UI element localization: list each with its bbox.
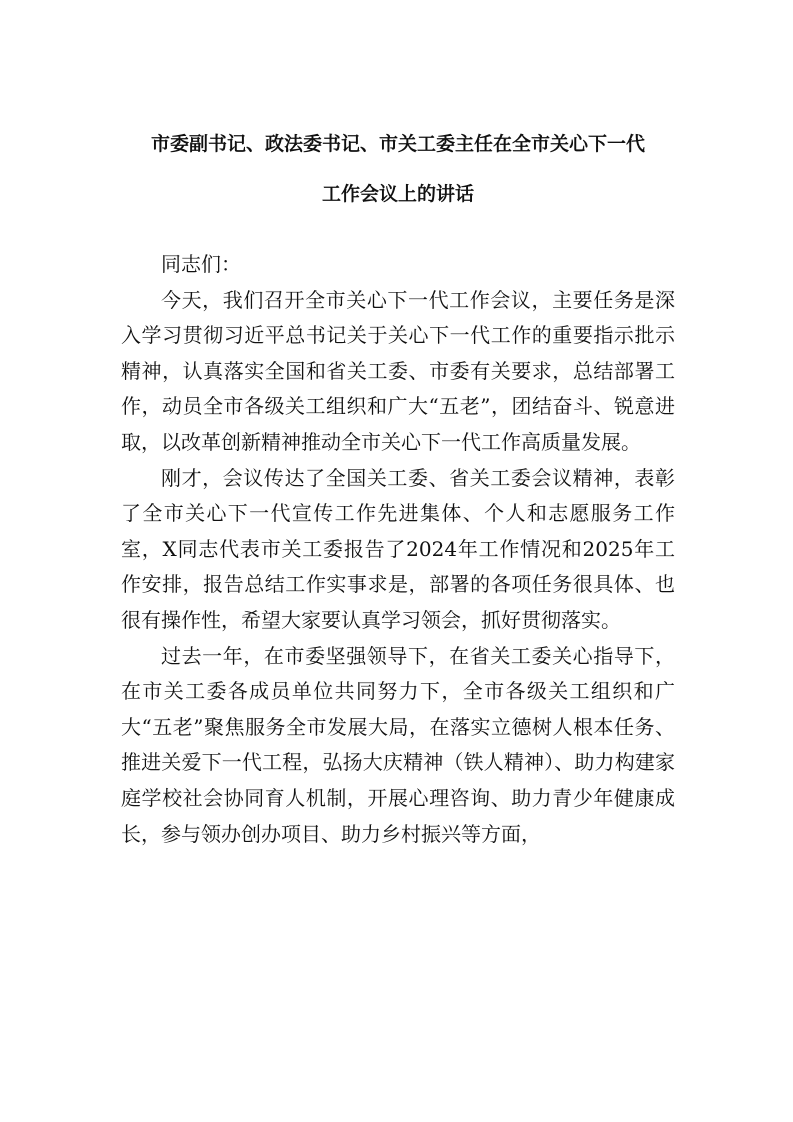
paragraph-3: 过去一年，在市委坚强领导下，在省关工委关心指导下，在市关工委各成员单位共同努力下，全市各级关工组织和广大“五老”聚焦服务全市发展大局，在落实立德树人根本任务、推进关爱下一代工程，弘扬大庆精神（铁人精神）、助力构建家庭学校社会协同育人机制，开展心理咨询、助力青少年健康成长，参与领办创办项目、助力乡村振兴等方面， [121,643,675,846]
salutation: 同志们： [161,252,241,276]
paragraph-2: 刚才，会议传达了全国关工委、省关工委会议精神，表彰了全市关心下一代宣传工作先进集体、个人和志愿服务工作室，X同志代表市关工委报告了2024年工作情况和2025年工作安排，报告总结工作实事求是，部署的各项任务很具体、也很有操作性，希望大家要认真学习领会，抓好贯彻落实。 [121,465,675,632]
document-title-line-2: 工作会议上的讲话 [321,183,474,205]
document-title-line-1: 市委副书记、政法委书记、市关工委主任在全市关心下一代 [150,133,645,155]
paragraph-1: 今天，我们召开全市关心下一代工作会议，主要任务是深入学习贯彻习近平总书记关于关心下一代工作的重要指示批示精神，认真落实全国和省关工委、市委有关要求，总结部署工作，动员全市各级关工组织和广大“五老”，团结奋斗、锐意进取，以改革创新精神推动全市关心下一代工作高质量发展。 [121,287,675,454]
document-body [121,247,675,852]
